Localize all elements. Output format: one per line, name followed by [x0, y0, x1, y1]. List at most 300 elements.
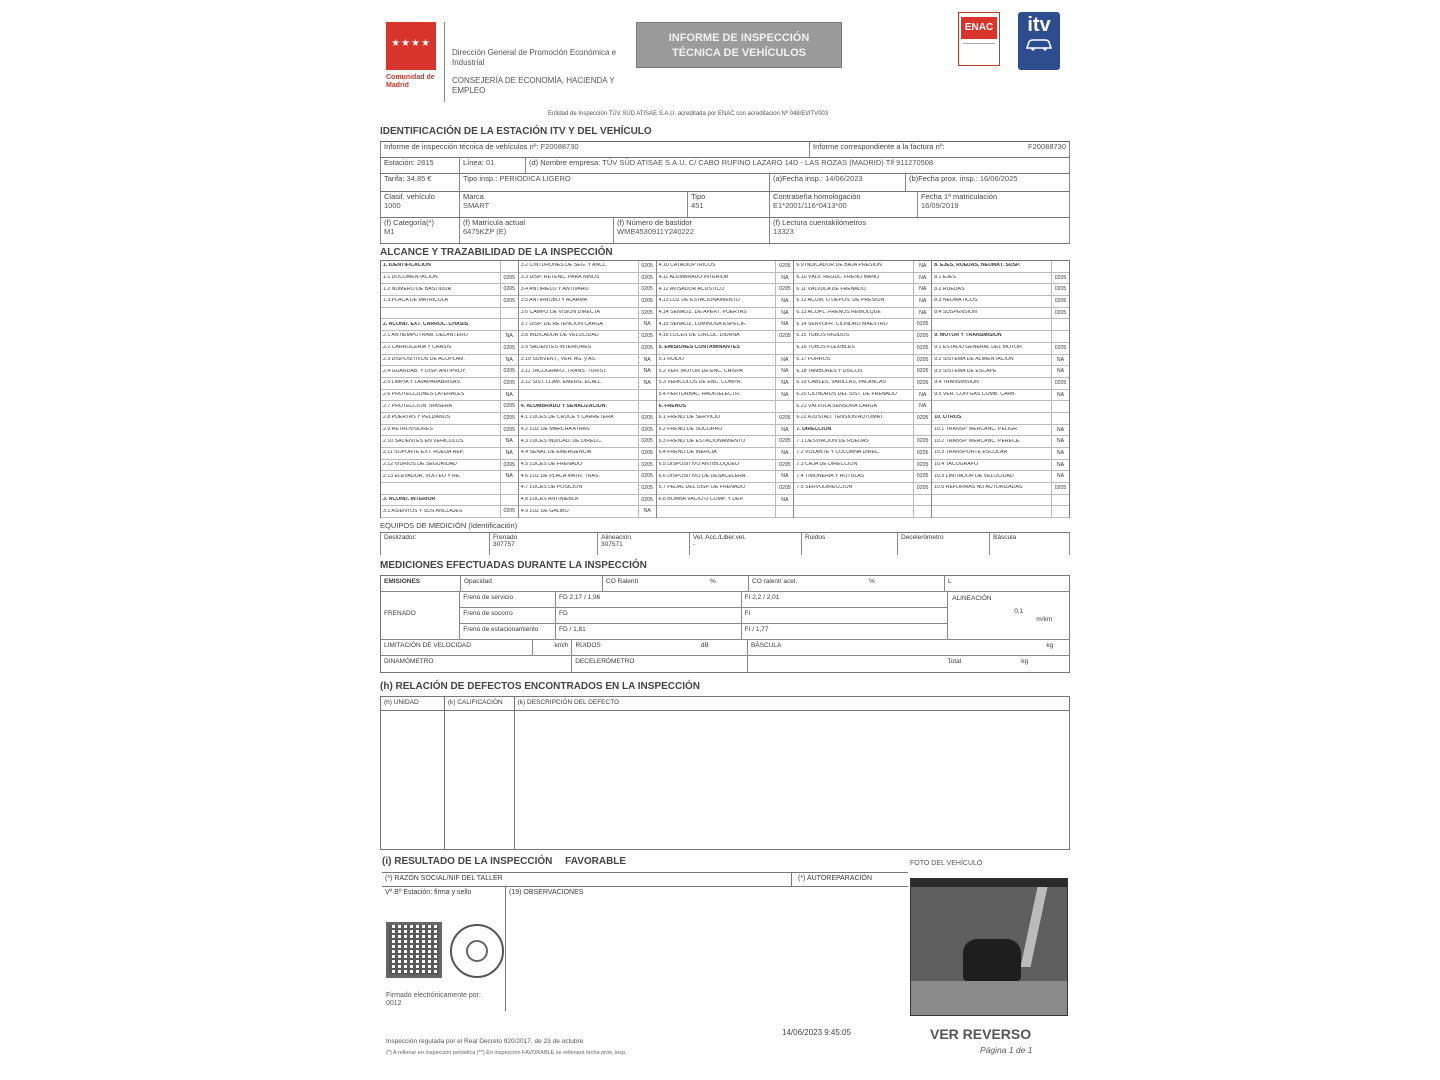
- visto-label: Vº Bº Estación: firma y sello: [382, 887, 506, 1011]
- list-item: [794, 471, 931, 483]
- inspection-report: [368, 8, 1080, 1074]
- list-item: [657, 284, 794, 296]
- dinamometro-label: DINAMÓMETRO: [381, 656, 572, 672]
- list-item: [519, 261, 656, 273]
- list-item: [932, 390, 1069, 402]
- alcance-item-status: 0205: [500, 425, 518, 436]
- direccion-general: Dirección General de Promoción Económica e Industrial: [452, 48, 617, 67]
- equipos-cell: [490, 533, 598, 555]
- alcance-item-name: 2.7 PROTECCIÓN TRASERA: [383, 403, 453, 409]
- list-item: [657, 413, 794, 425]
- alcance-item-name: 10. OTROS: [934, 415, 962, 421]
- table-row: [380, 158, 1070, 174]
- alineacion-unit: m/km: [1036, 615, 1053, 623]
- itv-logo: [1018, 12, 1060, 70]
- list-item: [519, 319, 656, 331]
- alcance-item-status: NA: [500, 331, 518, 342]
- alcance-item-status: 0205: [500, 273, 518, 284]
- equipos-label: Deslizador:: [384, 534, 417, 541]
- list-item: [932, 261, 1069, 273]
- limitacion-label: LIMITACIÓN DE VELOCIDAD: [381, 640, 533, 655]
- co-acel-label: CO ralentí acel.: [752, 578, 798, 585]
- list-item: [794, 284, 931, 296]
- enac-logo: [958, 12, 1000, 66]
- list-item: [381, 506, 518, 518]
- table-row: Freno de socorro FD FI: [460, 608, 947, 624]
- list-item: [932, 425, 1069, 437]
- list-item: [932, 483, 1069, 495]
- alcance-item-status: NA: [775, 366, 793, 377]
- alcance-item-status: 0205: [913, 436, 931, 447]
- matricula-value: 6475KZP (E): [463, 226, 507, 236]
- alcance-item-status: 0205: [913, 343, 931, 354]
- report-title-line1: INFORME DE INSPECCIÓN: [668, 32, 810, 44]
- consejeria: CONSEJERÍA DE ECONOMÍA, HACIENDA Y EMPLEO: [452, 76, 615, 95]
- alcance-item-name: 7.4 TIMONERÍA Y RÓTULAS: [796, 473, 865, 479]
- alcance-item-name: 6.22 AJUSTAD. TENSIÓN AUTOMÁT.: [796, 415, 885, 421]
- table-row: [381, 640, 1069, 656]
- list-item: [657, 436, 794, 448]
- alcance-item-status: 0205: [500, 378, 518, 389]
- alcance-item-name: 2.9 RETROVISORES: [383, 426, 433, 432]
- equipos-label: Ruidos: [805, 534, 826, 541]
- defectos-header: [381, 697, 1069, 711]
- list-item: [932, 506, 1069, 518]
- alcance-item-name: 4.5 LUCES DE FRENADO: [520, 462, 583, 468]
- alcance-item-name: 6.21 VÁLVULA SENSORA CARGA: [796, 403, 878, 409]
- table-row: [380, 218, 1070, 244]
- contrasena-label: Contraseña homologación: [773, 192, 861, 201]
- list-item: [657, 261, 794, 273]
- list-item: [794, 401, 931, 413]
- empresa-value: TÜV SÜD ATISAE S.A.U. C/ CABO RUFINO LAZARO 14D - LAS ROZAS (MADRID) Tlf 911270508: [602, 158, 934, 167]
- alcance-item-name: 10.6 REFORMAS NO AUTORIZADAS: [934, 485, 1023, 491]
- alcance-item-name: 6.13 ACOPL. FRENOS REMOLQUE: [796, 310, 881, 316]
- equipos-table: [380, 532, 1070, 555]
- list-item: [657, 273, 794, 285]
- alcance-item-status: NA: [913, 296, 931, 307]
- alcance-item-status: NA: [1051, 390, 1069, 401]
- alcance-item-name: 1.1 DOCUMENTACIÓN: [383, 275, 438, 281]
- alcance-item-name: 6.9 INDICADOR DE BAJA PRESIÓN: [796, 263, 882, 269]
- alcance-item-name: 4.6 LUZ DE PLACA MATR. TRAS.: [520, 473, 600, 479]
- informe-value: F20088730: [540, 142, 579, 151]
- list-item: [381, 471, 518, 483]
- co-pct: %: [709, 578, 716, 585]
- list-item: [519, 425, 656, 437]
- freno-servicio-tras: FI 2,2 / 2,01: [744, 594, 780, 601]
- freno-servicio-del: FD 2,17 / 1,96: [556, 592, 742, 607]
- alcance-item-status: 0205: [638, 460, 656, 471]
- opacidad-label: Opacidad: [461, 576, 603, 591]
- alcance-item-status: NA: [638, 355, 656, 366]
- alcance-item-status: NA: [1051, 366, 1069, 377]
- equipos-cell: [898, 533, 990, 555]
- alcance-item-status: [1051, 413, 1069, 424]
- page-number: Página 1 de 1: [980, 1045, 1033, 1055]
- alcance-item-name: 3.7 DISP. DE RETENCIÓN CARGA: [520, 321, 603, 327]
- list-item: [657, 319, 794, 331]
- list-item: [381, 284, 518, 296]
- list-item: [794, 483, 931, 495]
- list-item: [657, 401, 794, 413]
- list-item: [519, 296, 656, 308]
- alcance-item-status: 0205: [775, 413, 793, 424]
- alcance-item-name: 9.5 VEH. CON GAS COMB. CARB.: [934, 391, 1017, 397]
- alcance-item-name: 2.4 GUARDAB. Y DISP. ANTIPROY.: [383, 368, 467, 374]
- alcance-item-status: NA: [913, 273, 931, 284]
- table-row: [460, 624, 947, 640]
- car-icon: [963, 939, 1021, 981]
- alcance-item-status: NA: [775, 448, 793, 459]
- factura-label: Informe correspondiente a la factura nº:: [813, 142, 945, 151]
- alcance-item-status: [775, 506, 793, 517]
- equipos-value: 307757: [493, 541, 515, 549]
- fecha-insp-value: 14/06/2023: [825, 174, 863, 183]
- alcance-item-status: NA: [775, 319, 793, 330]
- alcance-item-name: 2.12 VIDRIOS DE SEGURIDAD: [383, 462, 457, 468]
- identificacion-title: IDENTIFICACIÓN DE LA ESTACIÓN ITV Y DEL VEHÍCULO: [380, 126, 652, 137]
- table-row: [380, 192, 1070, 218]
- frenado-block: [381, 592, 1069, 640]
- table-row: [460, 592, 947, 608]
- alcance-item-name: 7.5 SERVODIRECCIÓN: [796, 485, 853, 491]
- limitacion-unit: km/h: [533, 640, 573, 655]
- ver-reverso: VER REVERSO: [930, 1026, 1032, 1042]
- list-item: [794, 390, 931, 402]
- alcance-item-status: 0205: [500, 343, 518, 354]
- list-item: [381, 436, 518, 448]
- freno-estac-tras: FI / 1,77: [744, 626, 769, 633]
- entidad-text: Entidad de Inspección TÜV SÜD ATISAE S.A.U. acreditada por ENAC con acreditación Nº 048/EI/ITV003: [548, 111, 829, 117]
- equipos-label: Decelerómetro: [901, 534, 944, 541]
- alcance-item-status: NA: [913, 401, 931, 412]
- report-datetime: 14/06/2023 9:45:05: [782, 1028, 851, 1037]
- alcance-item-name: 4.7 LUCES DE POSICIÓN: [520, 485, 583, 491]
- alcance-item-name: 4.2 LUZ DE MARCHA ATRÁS: [520, 426, 590, 432]
- alcance-item-status: 0205: [1051, 343, 1069, 354]
- alcance-item-status: [500, 261, 518, 272]
- alcance-item-status: NA: [1051, 460, 1069, 471]
- alcance-item-name: 2.13 ELEVADOR, VOLTEO Y RE.: [383, 473, 461, 479]
- freno-socorro-label: Freno de socorro: [460, 608, 556, 623]
- alcance-item-name: 2.8 PUERTAS Y PELDAÑOS: [383, 415, 451, 421]
- list-item: [381, 401, 518, 413]
- equipos-label: Alineación: [601, 534, 631, 541]
- list-item: [932, 401, 1069, 413]
- alcance-item-name: 6.15 TUBOS RÍGIDOS: [796, 333, 850, 339]
- list-item: [381, 390, 518, 402]
- alcance-column: [657, 261, 795, 517]
- alcance-item-status: 0205: [913, 471, 931, 482]
- alcance-item-name: 10.5 LIMITADOR DE VELOCIDAD: [934, 473, 1014, 479]
- alcance-item-status: 0205: [638, 448, 656, 459]
- tarifa-value: 34,85 €: [406, 174, 432, 183]
- bascula-label: BÁSCULA: [750, 642, 782, 649]
- alcance-item-name: 9.3 SISTEMA DE ESCAPE: [934, 368, 997, 374]
- list-item: [657, 483, 794, 495]
- alcance-item-name: 10.1 TRANSP. MERCANC. PELIGR.: [934, 426, 1019, 432]
- table-row: [380, 142, 1070, 158]
- categoria-value: M1: [384, 226, 395, 236]
- linea-value: 01: [485, 158, 495, 167]
- list-item: [794, 273, 931, 285]
- alcance-item-status: 0205: [500, 296, 518, 307]
- fecha-prox-label: (b)Fecha prox. insp.:: [909, 174, 978, 183]
- alcance-item-status: [638, 401, 656, 412]
- fecha-matric-value: 16/09/2019: [921, 200, 959, 210]
- equipos-cell: [990, 533, 1070, 555]
- marca-label: Marca: [463, 192, 484, 201]
- alcance-item-name: 6.2 FRENO DE SOCORRO: [658, 426, 723, 432]
- tipo-insp-value: PERIODICA LIGERO: [499, 174, 571, 183]
- clasif-value: 1000: [384, 200, 401, 210]
- list-item: [657, 308, 794, 320]
- alcance-item-name: 2.5 LIMPIA Y LAVAPARABRISAS: [383, 380, 460, 386]
- list-item: [657, 506, 794, 518]
- list-item: [794, 495, 931, 507]
- alcance-item-status: NA: [1051, 355, 1069, 366]
- alcance-title: ALCANCE Y TRAZABILIDAD DE LA INSPECCIÓN: [380, 247, 613, 258]
- alcance-item-status: NA: [775, 273, 793, 284]
- alcance-item-name: 10.2 TRANSP. MERCANC. PERECE.: [934, 438, 1021, 444]
- mediciones-title: MEDICIONES EFECTUADAS DURANTE LA INSPECCIÓN: [380, 560, 647, 571]
- alcance-item-name: 4.9 LUZ DE GÁLIBO: [520, 508, 569, 514]
- alcance-item-status: 0205: [638, 495, 656, 506]
- alcance-item-status: [500, 483, 518, 494]
- freno-estac-label: Freno de estacionamiento: [460, 624, 556, 640]
- comunidad-madrid-logo: [386, 22, 436, 70]
- alcance-item-status: NA: [1051, 436, 1069, 447]
- equipos-label: Vel. Acc./Liber.vel.: [693, 534, 746, 541]
- table-row: [381, 576, 1069, 592]
- alcance-item-name: 3.9 SALIENTES INTERIORES: [520, 345, 592, 351]
- alcance-item-status: 0205: [638, 261, 656, 272]
- alcance-item-name: 6.1 FRENO DE SERVICIO: [658, 415, 721, 421]
- alcance-item-status: 0205: [1051, 284, 1069, 295]
- list-item: [932, 460, 1069, 472]
- list-item: [519, 506, 656, 518]
- alcance-item-status: 0205: [913, 331, 931, 342]
- alcance-item-status: 0205: [638, 483, 656, 494]
- car-icon: [1024, 37, 1054, 51]
- alcance-item-status: 0205: [638, 436, 656, 447]
- list-item: [381, 413, 518, 425]
- alcance-item-status: 0205: [638, 296, 656, 307]
- alcance-item-name: 4.14 SEÑALIZ. DE APERT. PUERTAS: [658, 310, 747, 316]
- alcance-item-status: 0205: [913, 448, 931, 459]
- alcance-item-name: 3.8 INDICADOR DE VELOCIDAD: [520, 333, 599, 339]
- alcance-item-name: 6.20 CILINDROS DEL SIST. DE FRENADO: [796, 391, 897, 397]
- tarifa-label: Tarifa:: [384, 174, 405, 183]
- bastidor-label: (f) Número de bastidor: [617, 218, 693, 227]
- list-item: [794, 378, 931, 390]
- alcance-item-status: NA: [775, 495, 793, 506]
- list-item: [519, 436, 656, 448]
- legal-text-2: (*) A rellenar en inspección periódica (**) En inspección FAVORABLE se rellenará fecha prox. insp.: [386, 1050, 627, 1056]
- alcance-item-status: 0205: [638, 343, 656, 354]
- alcance-item-name: 3.1 ASIENTOS Y SUS ANCLAJES: [383, 508, 463, 514]
- list-item: [932, 331, 1069, 343]
- decelerometro-label: DECELERÓMETRO: [572, 656, 747, 672]
- list-item: [794, 448, 931, 460]
- alcance-item-name: 4.3 LUCES INDICAD. DE DIRECC.: [520, 438, 603, 444]
- alcance-item-status: NA: [1051, 471, 1069, 482]
- list-item: [794, 413, 931, 425]
- equipos-cell: [380, 533, 490, 555]
- list-item: [794, 308, 931, 320]
- alcance-item-status: 0205: [500, 401, 518, 412]
- list-item: [381, 460, 518, 472]
- list-item: [794, 425, 931, 437]
- ruidos-unit: dB: [700, 642, 709, 649]
- comunidad-label: Comunidad de Madrid: [386, 74, 435, 89]
- alcance-column: [932, 261, 1069, 517]
- alcance-item-name: 5.4 PERTURBAC. RADIOELÉCTR.: [658, 391, 741, 397]
- list-item: [519, 390, 656, 402]
- alcance-item-name: 4. ALUMBRADO Y SEÑALIZACIÓN: [520, 403, 606, 409]
- list-item: [794, 331, 931, 343]
- qr-code: [386, 922, 442, 978]
- alcance-item-name: 3.4 ANTIHIELO Y ANTIVAHO: [520, 286, 589, 292]
- km-value: 13323: [773, 226, 794, 236]
- alcance-item-name: 6.7 PEDAL DEL DISP. DE FRENADO: [658, 485, 746, 491]
- list-item: [794, 436, 931, 448]
- alcance-item-status: NA: [913, 308, 931, 319]
- alcance-item-name: 6.4 FRENO DE INERCIA: [658, 450, 717, 456]
- defectos-col-descripcion: (k) DESCRIPCIÓN DEL DEFECTO: [517, 699, 620, 706]
- list-item: [519, 460, 656, 472]
- alcance-item-status: NA: [638, 319, 656, 330]
- alcance-item-status: [500, 319, 518, 330]
- list-item: [657, 296, 794, 308]
- fecha-matric-label: Fecha 1ª matriculación: [921, 192, 998, 201]
- alcance-item-status: NA: [775, 471, 793, 482]
- list-item: [932, 284, 1069, 296]
- alcance-item-name: 8.1 EJES: [934, 275, 956, 281]
- alcance-item-name: 1.2 NÚMERO DE BASTIDOR: [383, 286, 452, 292]
- alcance-item-status: 0205: [913, 483, 931, 494]
- alcance-item-status: [913, 495, 931, 506]
- alcance-item-name: 4.1 LUCES DE CRUCE Y CARRETERA: [520, 415, 614, 421]
- list-item: [519, 273, 656, 285]
- alcance-item-status: NA: [1051, 425, 1069, 436]
- alcance-item-name: 9.4 TRANSMISIÓN: [934, 380, 979, 386]
- list-item: [381, 343, 518, 355]
- alcance-item-status: NA: [913, 390, 931, 401]
- factura-value: F20088730: [1028, 142, 1066, 151]
- alcance-item-status: NA: [913, 284, 931, 295]
- list-item: [657, 460, 794, 472]
- co-acel-pct: %: [868, 578, 875, 585]
- vehicle-photo: [910, 878, 1068, 1016]
- alcance-item-status: [1051, 319, 1069, 330]
- alcance-column: [794, 261, 932, 517]
- alcance-item-status: 0205: [1051, 296, 1069, 307]
- linea-label: Línea:: [463, 158, 484, 167]
- alcance-item-name: 7.1 DESVIACIÓN DE RUEDAS: [796, 438, 869, 444]
- foto-label: FOTO DEL VEHÍCULO: [910, 860, 983, 867]
- list-item: [932, 273, 1069, 285]
- list-item: [519, 378, 656, 390]
- resultado-title: (i) RESULTADO DE LA INSPECCIÓN: [382, 856, 553, 867]
- alcance-item-name: 8.4 SUSPENSIÓN: [934, 310, 977, 316]
- list-item: [932, 366, 1069, 378]
- alcance-item-status: 0205: [913, 366, 931, 377]
- resultado-value: FAVORABLE: [565, 856, 627, 867]
- alcance-item-name: 5. EMISIONES CONTAMINANTES: [658, 345, 740, 351]
- alcance-item-name: 6.19 CABLES, VARILLAS, PALANCAS: [796, 380, 886, 386]
- list-item: [794, 343, 931, 355]
- alcance-item-name: 7.3 CAJA DE DIRECCIÓN: [796, 462, 858, 468]
- alcance-item-status: NA: [913, 261, 931, 272]
- alcance-item-name: 3.2 CINTURONES DE SEG. Y ANCL.: [520, 263, 608, 269]
- list-item: [794, 296, 931, 308]
- list-item: [794, 460, 931, 472]
- alcance-item-name: 4.13 LUZ DE ESTACIONAMIENTO: [658, 298, 740, 304]
- contrasena-value: E1*2001/116*0413*00: [773, 200, 847, 210]
- list-item: [657, 425, 794, 437]
- tipo-value: 451: [691, 200, 704, 210]
- alcance-item-name: 3.6 CAMPO DE VISIÓN DIRECTA: [520, 310, 600, 316]
- alcance-item-name: 1.3 PLACA DE MATRÍCULA: [383, 298, 449, 304]
- alcance-item-status: NA: [1051, 448, 1069, 459]
- defectos-title: (h) RELACIÓN DE DEFECTOS ENCONTRADOS EN LA INSPECCIÓN: [380, 681, 701, 692]
- list-item: [381, 296, 518, 308]
- defectos-col-unidad: (h) UNIDAD: [381, 697, 445, 710]
- alcance-item-status: NA: [775, 378, 793, 389]
- alcance-column: [381, 261, 519, 517]
- alcance-item-name: 6.17 FORROS: [796, 356, 831, 362]
- frenado-label: FRENADO: [381, 592, 460, 639]
- alcance-item-name: 6.14 SERVOFR. CILINDRO MAESTRO: [796, 321, 888, 327]
- alcance-item-status: NA: [638, 366, 656, 377]
- freno-servicio-label: Freno de servicio: [460, 592, 556, 607]
- ruidos-label: RUIDOS: [575, 642, 601, 649]
- list-item: [519, 448, 656, 460]
- alcance-item-status: 0205: [1051, 273, 1069, 284]
- table-row: [380, 533, 1070, 555]
- alcance-item-name: 4.12 AVISADOR ACÚSTICO: [658, 286, 725, 292]
- alcance-item-name: 4.16 LUCES DE CIRCUL. DIURNA: [658, 333, 740, 339]
- alcance-item-status: 0205: [638, 471, 656, 482]
- list-item: [519, 343, 656, 355]
- alcance-item-name: 2.6 PROTECCIONES LATERALES: [383, 391, 465, 397]
- alcance-item-name: 9.2 SISTEMA DE ALIMENTACIÓN: [934, 356, 1014, 362]
- alcance-item-name: 2.1 ANTIEMPOTRAM. DELANTERO: [383, 333, 468, 339]
- equipos-label: Frenado: [493, 534, 518, 541]
- alcance-item-status: 0205: [500, 366, 518, 377]
- alcance-item-name: 3. ACOND. INTERIOR: [383, 497, 436, 503]
- alcance-item-status: NA: [500, 355, 518, 366]
- alcance-item-name: 10.4 TACÓGRAFO: [934, 462, 979, 468]
- alcance-item-name: 9.1 ESTADO GENERAL DEL MOTOR: [934, 345, 1022, 351]
- alcance-item-name: 4.10 CATADIÓPTRICOS: [658, 263, 716, 269]
- alcance-table: [380, 260, 1070, 518]
- alcance-item-name: 9. MOTOR Y TRANSMISIÓN: [934, 333, 1002, 339]
- legal-text-1: Inspección regulada por el Real Decreto 920/2017, de 23 de octubre: [386, 1038, 584, 1045]
- alcance-item-name: 6. FRENOS: [658, 403, 686, 409]
- list-item: [519, 331, 656, 343]
- list-item: [381, 319, 518, 331]
- informe-label: Informe de inspección técnica de vehículos nº:: [384, 142, 539, 151]
- list-item: [381, 261, 518, 273]
- alcance-item-status: 0205: [638, 308, 656, 319]
- defectos-col-calificacion: (k) CALIFICACIÓN: [445, 697, 515, 710]
- alcance-item-status: [500, 308, 518, 319]
- list-item: [381, 448, 518, 460]
- list-item: [657, 343, 794, 355]
